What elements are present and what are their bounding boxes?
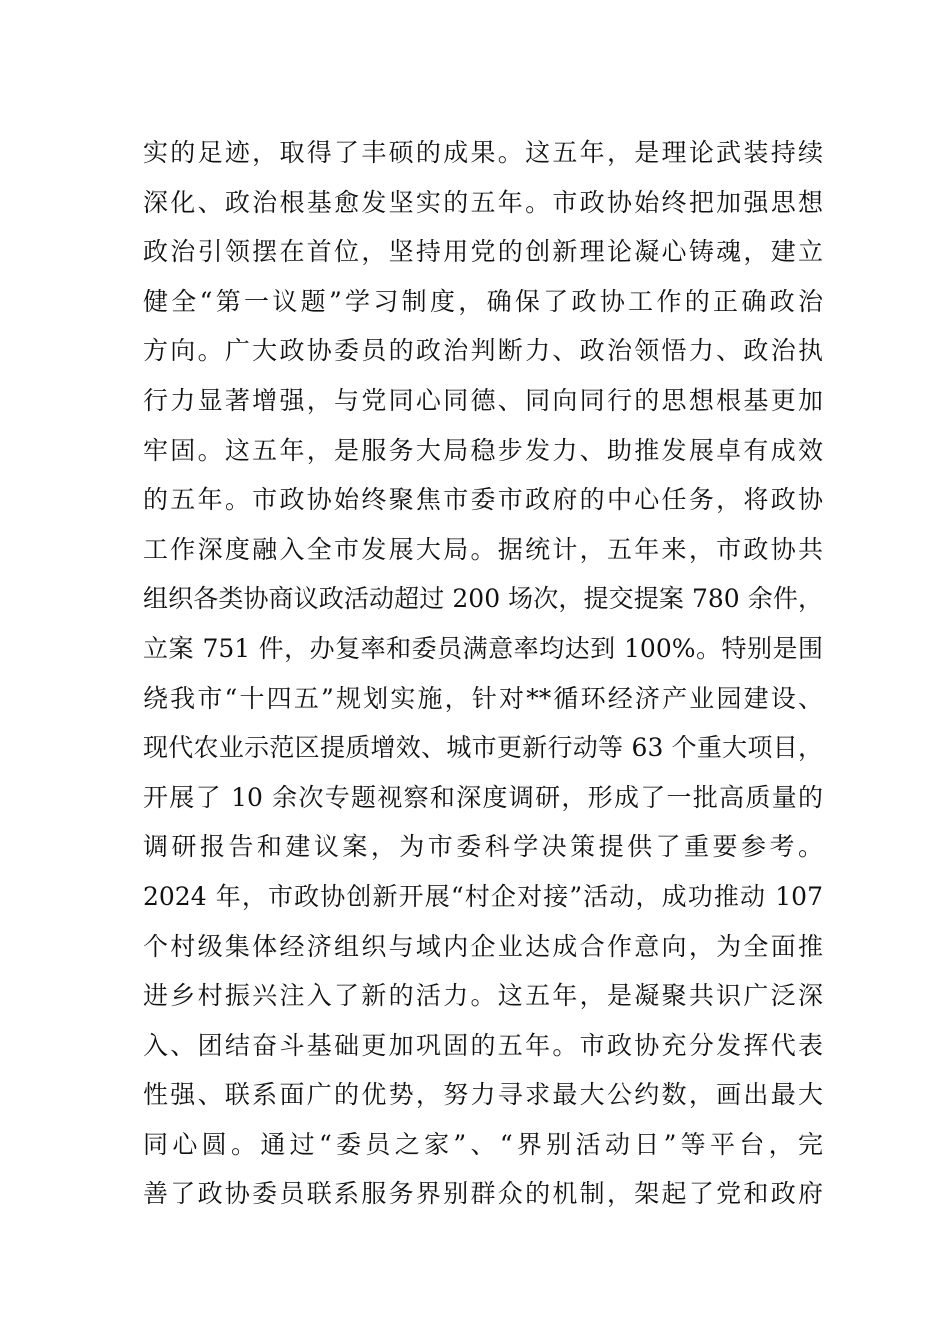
text-line: 深化、政治根基愈发坚实的五年。市政协始终把加强思想 bbox=[143, 187, 823, 217]
text-line: 实的足迹，取得了丰硕的成果。这五年，是理论武装持续 bbox=[143, 138, 823, 167]
text-line: 开展了 10 余次专题视察和深度调研，形成了一批高质量的 bbox=[143, 782, 823, 812]
text-line: 立案 751 件，办复率和委员满意率均达到 100%。特别是围 bbox=[143, 633, 823, 663]
text-line: 性强、联系面广的优势，努力寻求最大公约数，画出最大 bbox=[143, 1080, 823, 1110]
text-line: 入、团结奋斗基础更加巩固的五年。市政协充分发挥代表 bbox=[143, 1030, 823, 1060]
text-line: 善了政协委员联系服务界别群众的机制，架起了党和政府 bbox=[143, 1179, 823, 1209]
text-line: 2024 年，市政协创新开展“村企对接”活动，成功推动 107 bbox=[143, 881, 823, 911]
text-line: 个村级集体经济组织与域内企业达成合作意向，为全面推 bbox=[143, 931, 823, 961]
text-line: 政治引领摆在首位，坚持用党的创新理论凝心铸魂，建立 bbox=[143, 237, 823, 267]
text-line: 同心圆。通过“委员之家”、“界别活动日”等平台，完 bbox=[143, 1129, 823, 1159]
text-line: 工作深度融入全市发展大局。据统计，五年来，市政协共 bbox=[143, 534, 823, 564]
text-line: 调研报告和建议案，为市委科学决策提供了重要参考。 bbox=[143, 832, 823, 862]
text-line: 进乡村振兴注入了新的活力。这五年，是凝聚共识广泛深 bbox=[143, 981, 823, 1011]
text-line: 现代农业示范区提质增效、城市更新行动等 63 个重大项目， bbox=[143, 733, 823, 763]
text-line: 绕我市“十四五”规划实施，针对**循环经济产业园建设、 bbox=[143, 683, 823, 713]
text-line: 行力显著增强，与党同心同德、同向同行的思想根基更加 bbox=[143, 385, 823, 415]
text-line: 健全“第一议题”学习制度，确保了政协工作的正确政治 bbox=[143, 286, 823, 316]
text-line: 方向。广大政协委员的政治判断力、政治领悟力、政治执 bbox=[143, 336, 823, 366]
text-line: 的五年。市政协始终聚焦市委市政府的中心任务，将政协 bbox=[143, 485, 823, 515]
text-line: 组织各类协商议政活动超过 200 场次，提交提案 780 余件， bbox=[143, 584, 823, 614]
text-line: 牢固。这五年，是服务大局稳步发力、助推发展卓有成效 bbox=[143, 435, 823, 465]
body-text bbox=[143, 128, 823, 1219]
